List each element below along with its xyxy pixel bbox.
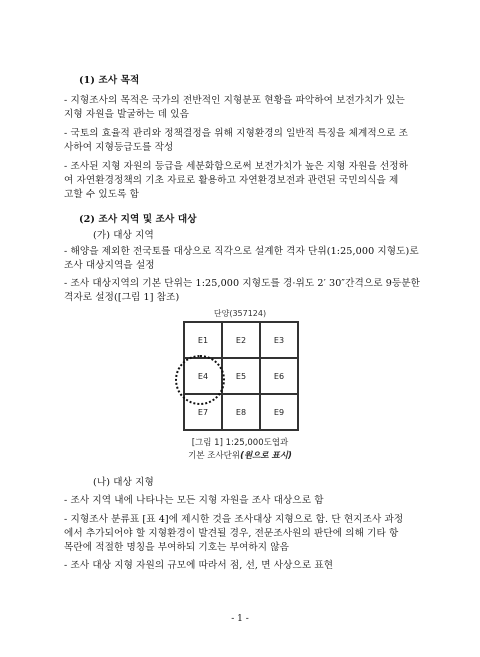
- page-number: - 1 -: [231, 614, 249, 624]
- section1-line: - 지형조사의 목적은 국가의 전반적인 지형분포 현황을 파악하여 보전가치가 있는: [64, 95, 405, 106]
- figure-caption-line1: [그림 1] 1:25,000도엽과: [191, 438, 289, 448]
- section1-line: 사하여 지형등급도를 작성: [64, 142, 174, 153]
- section2-line-a: 조사 대상지역을 설정: [64, 260, 155, 271]
- section2-sub-b: (나) 대상 지형: [93, 477, 154, 488]
- section1-heading: (1) 조사 목적: [79, 75, 140, 86]
- section2-line-a: 격자로 설정([그림 1] 참조): [64, 292, 180, 303]
- section1-line: - 조사된 지형 자원의 등급을 세분화함으로써 보전가치가 높은 지형 자원을 선정하: [64, 161, 408, 172]
- grid-cell: E4: [184, 358, 222, 394]
- section2-sub-a: (가) 대상 지역: [93, 230, 154, 241]
- grid-cell: E3: [260, 322, 298, 358]
- section1-line: 고할 수 있도록 함: [64, 189, 140, 200]
- section2-line-a: - 조사 대상지역의 기본 단위는 1:25,000 지형도를 경·위도 2′ 30″간격으로 9등분한: [64, 278, 421, 289]
- section2-heading: (2) 조사 지역 및 조사 대상: [79, 214, 197, 225]
- figure-caption-line2: [0, 449, 480, 461]
- section2-line-b: - 지형조사 분류표 [표 4]에 제시한 것을 조사대상 지형으로 함. 단 현지조사 과정: [64, 514, 404, 525]
- section2-line-b: - 조사 대상 지형 자원의 규모에 따라서 점, 선, 면 사상으로 표현: [64, 560, 334, 571]
- grid-cell: E7: [184, 394, 222, 430]
- caption-bold: (원으로 표시): [240, 451, 292, 461]
- caption-plain: 기본 조사단위: [188, 451, 241, 461]
- section1-line: - 국토의 효율적 관리와 정책결정을 위해 지형환경의 일반적 특징을 체계적으로 조: [64, 128, 408, 139]
- grid-cell: E6: [260, 358, 298, 394]
- survey-unit-circle: [175, 355, 225, 405]
- grid-cell: E8: [222, 394, 260, 430]
- grid-cell: E5: [222, 358, 260, 394]
- figure-title: 단양(357124): [213, 309, 267, 318]
- grid-cell: E2: [222, 322, 260, 358]
- grid-cell: E1: [184, 322, 222, 358]
- section1-line: 여 자연환경정책의 기초 자료로 활용하고 자연환경보전과 관련된 국민의식을 제: [64, 175, 399, 186]
- section2-line-b: 에서 추가되어야 할 지형환경이 발견될 경우, 전문조사원의 판단에 의해 기타 항: [64, 528, 399, 539]
- section2-line-a: - 해양을 제외한 전국토를 대상으로 직각으로 설계한 격자 단위(1:25,000 지형도)로: [64, 246, 419, 257]
- grid-cell: E9: [260, 394, 298, 430]
- section2-line-b: 목란에 적절한 명칭을 부여하되 기호는 부여하지 않음: [64, 542, 289, 553]
- section2-line-b: - 조사 지역 내에 나타나는 모든 지형 자원을 조사 대상으로 함: [64, 495, 324, 506]
- section1-line: 지형 자원을 발굴하는 데 있음: [64, 109, 190, 120]
